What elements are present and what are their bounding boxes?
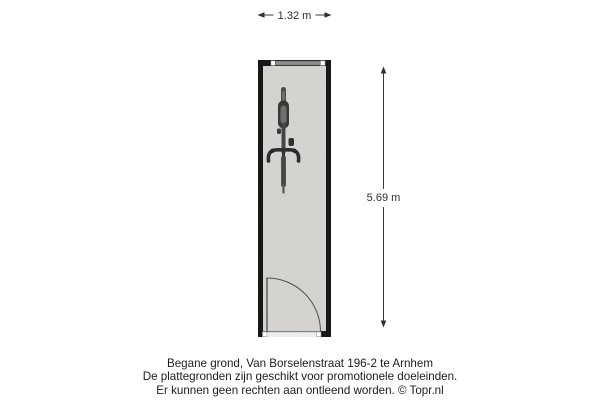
door-jamb-left [263,332,268,337]
dimension-arrow-right-icon [325,12,332,18]
bicycle-pedal-right [289,138,295,146]
caption-disclaimer-line-1: De plattegronden zijn geschikt voor promotionele doeleinden. [142,370,458,384]
caption-disclaimer-line-2: Er kunnen geen rechten aan ontleend worden. © Topr.nl [156,383,444,397]
dimension-arrow-down-icon [381,321,387,328]
caption-address-line: Begane grond, Van Borselenstraat 196-2 te Arnhem [167,357,433,370]
window-jamb-right [321,61,326,66]
height-dimension-label: 5.69 m [366,192,401,204]
height-dimension [367,67,401,328]
window-glass [276,61,321,65]
width-dimension [258,10,332,22]
dimension-arrow-left-icon [258,12,265,18]
door-jamb-right [317,332,322,337]
room-floor-texture [263,66,326,331]
window [271,61,325,66]
room [258,60,331,337]
caption [0,357,600,397]
width-dimension-label: 1.32 m [277,9,312,22]
bicycle-pedal-left [277,129,281,135]
dimension-arrow-up-icon [381,67,387,74]
bicycle-brake-hood-left [270,149,274,153]
bicycle-brake-hood-right [292,149,296,153]
window-jamb-left [271,61,276,66]
